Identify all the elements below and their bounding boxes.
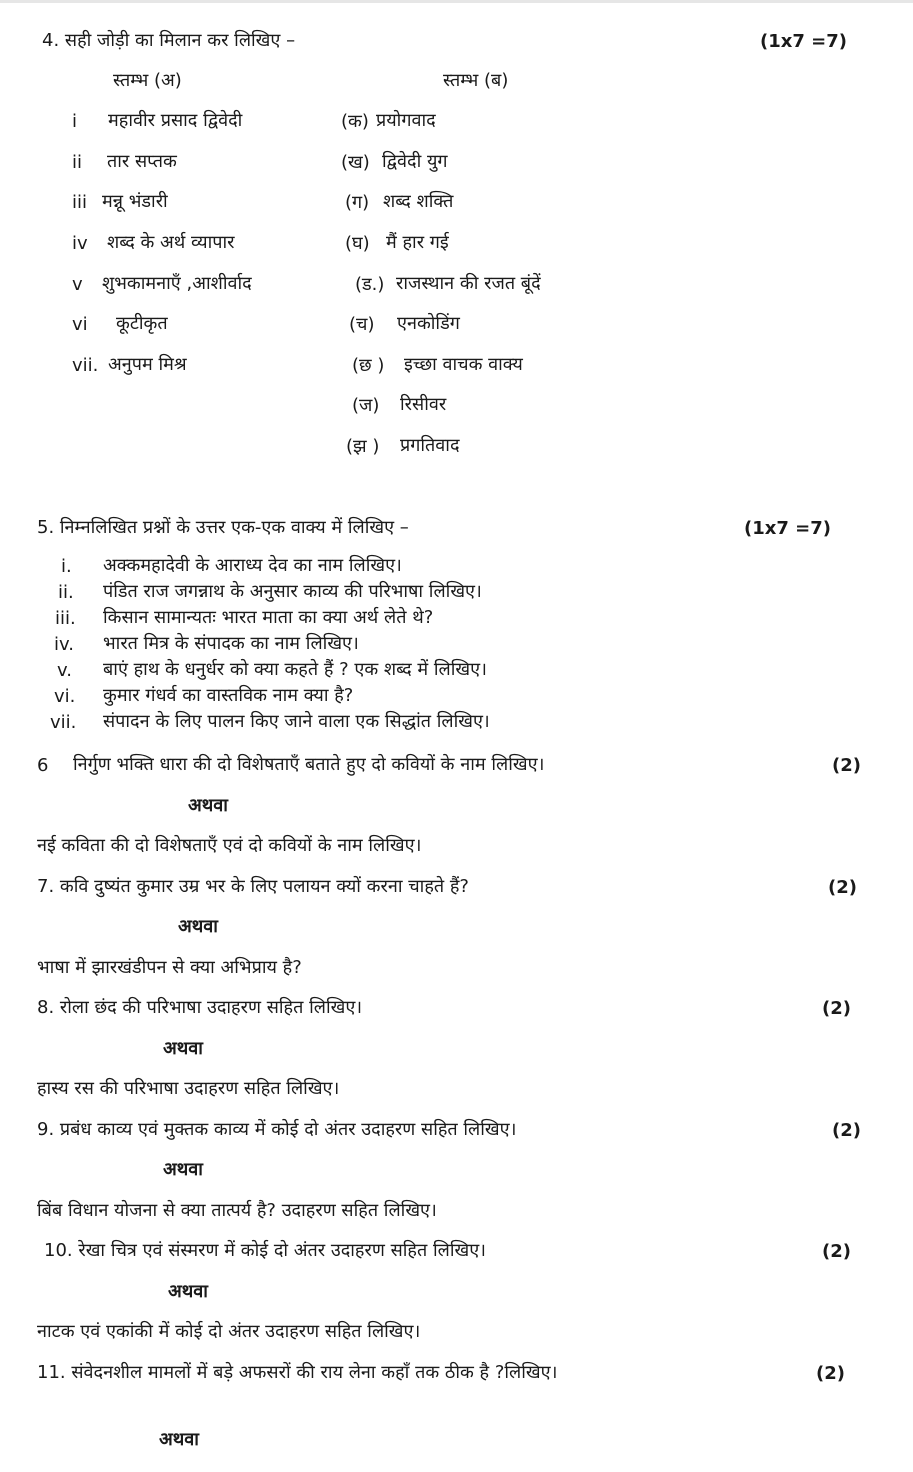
- q4-col-a-num: ii: [72, 152, 83, 173]
- q5-item-num: iv.: [54, 634, 74, 655]
- q4-col-b-label: (ड.): [355, 274, 385, 295]
- q8-question: 8. रोला छंद की परिभाषा उदाहरण सहित लिखिए।: [37, 997, 363, 1018]
- q11-or: अथवा: [159, 1429, 199, 1450]
- q4-col-a-num: vi: [72, 314, 88, 335]
- q5-item-num: ii.: [58, 582, 74, 603]
- q5-item: भारत मित्र के संपादक का नाम लिखिए।: [103, 633, 359, 654]
- q4-col-b-item: प्रगतिवाद: [400, 435, 460, 456]
- q4-col-b-item: एनकोडिंग: [397, 313, 460, 334]
- q5-item: किसान सामान्यतः भारत माता का क्या अर्थ लेते थे?: [103, 607, 434, 628]
- q4-marks: (1x7 =7): [760, 31, 847, 52]
- q4-col-a-num: v: [72, 274, 83, 295]
- q11-marks: (2): [816, 1363, 845, 1384]
- q4-col-a-header: स्तम्भ (अ): [113, 70, 182, 91]
- q9-marks: (2): [832, 1120, 861, 1141]
- q4-col-b-header: स्तम्भ (ब): [443, 70, 509, 91]
- q4-col-b-item: रिसीवर: [400, 394, 447, 415]
- q5-item: बाएं हाथ के धनुर्धर को क्या कहते हैं ? एक शब्द में लिखिए।: [103, 659, 487, 680]
- q5-item: पंडित राज जगन्नाथ के अनुसार काव्य की परिभाषा लिखिए।: [103, 581, 482, 602]
- q7-alternative: भाषा में झारखंडीपन से क्या अभिप्राय है?: [37, 957, 302, 978]
- q7-question: 7. कवि दुष्यंत कुमार उम्र भर के लिए पलायन क्यों करना चाहते हैं?: [37, 876, 469, 897]
- q4-col-b-label: (ग): [345, 192, 370, 213]
- q5-item-num: v.: [57, 660, 72, 681]
- q5-item-num: vi.: [54, 686, 76, 707]
- q5-item-num: vii.: [50, 712, 77, 733]
- q4-col-a-item: तार सप्तक: [107, 151, 177, 172]
- q5-item-num: iii.: [55, 608, 76, 629]
- q4-col-a-num: iii: [72, 192, 88, 213]
- q4-col-a-num: i: [72, 111, 78, 132]
- q5-item: संपादन के लिए पालन किए जाने वाला एक सिद्धांत लिखिए।: [103, 711, 490, 732]
- q8-marks: (2): [822, 998, 851, 1019]
- q5-item: कुमार गंधर्व का वास्तविक नाम क्या है?: [103, 685, 354, 706]
- q4-col-a-item: शब्द के अर्थ व्यापार: [107, 232, 235, 253]
- q4-col-b-item: प्रयोगवाद: [376, 110, 436, 131]
- q5-title: 5. निम्नलिखित प्रश्नों के उत्तर एक-एक वाक्य में लिखिए –: [37, 517, 409, 538]
- q4-col-a-item: महावीर प्रसाद द्विवेदी: [108, 110, 243, 131]
- q9-alternative: बिंब विधान योजना से क्या तात्पर्य है? उदाहरण सहित लिखिए।: [37, 1200, 437, 1221]
- q4-col-b-item: मैं हार गई: [386, 232, 449, 253]
- q4-col-a-item: मन्नू भंडारी: [102, 191, 168, 212]
- q6-or: अथवा: [188, 795, 228, 816]
- q4-col-b-label: (ख): [341, 152, 370, 173]
- q5-item: अक्कमहादेवी के आराध्य देव का नाम लिखिए।: [103, 555, 402, 576]
- q4-col-b-item: शब्द शक्ति: [383, 191, 454, 212]
- q11-question: 11. संवेदनशील मामलों में बड़े अफसरों की राय लेना कहाँ तक ठीक है ?लिखिए।: [37, 1362, 558, 1383]
- q4-col-b-label: (ज): [352, 395, 380, 416]
- q5-marks: (1x7 =7): [744, 518, 831, 539]
- q4-col-a-num: vii.: [72, 355, 99, 376]
- q9-or: अथवा: [163, 1159, 203, 1180]
- q6-marks: (2): [832, 755, 861, 776]
- q4-col-a-num: iv: [72, 233, 88, 254]
- q4-col-b-label: (च): [349, 314, 375, 335]
- q6-question: निर्गुण भक्ति धारा की दो विशेषताएँ बताते हुए दो कवियों के नाम लिखिए।: [73, 754, 545, 775]
- q4-col-a-item: कूटीकृत: [116, 313, 168, 334]
- q4-col-b-label: (क): [341, 111, 369, 132]
- q6-number: 6: [37, 755, 49, 776]
- q4-col-b-label: (छ ): [352, 355, 385, 376]
- q4-col-b-item: इच्छा वाचक वाक्य: [404, 354, 523, 375]
- q4-col-b-label: (झ ): [346, 436, 380, 457]
- q9-question: 9. प्रबंध काव्य एवं मुक्तक काव्य में कोई दो अंतर उदाहरण सहित लिखिए।: [37, 1119, 517, 1140]
- q10-or: अथवा: [168, 1281, 208, 1302]
- q4-col-b-item: राजस्थान की रजत बूंदें: [396, 273, 541, 294]
- q10-alternative: नाटक एवं एकांकी में कोई दो अंतर उदाहरण सहित लिखिए।: [37, 1321, 421, 1342]
- q10-marks: (2): [822, 1241, 851, 1262]
- q6-alternative: नई कविता की दो विशेषताएँ एवं दो कवियों के नाम लिखिए।: [37, 835, 422, 856]
- q4-col-b-item: द्विवेदी युग: [382, 151, 448, 172]
- q7-or: अथवा: [178, 916, 218, 937]
- q4-col-a-item: शुभकामनाएँ ,आशीर्वाद: [102, 273, 252, 294]
- q10-question: 10. रेखा चित्र एवं संस्मरण में कोई दो अंतर उदाहरण सहित लिखिए।: [44, 1240, 486, 1261]
- top-border: [0, 0, 913, 3]
- q4-col-a-item: अनुपम मिश्र: [108, 354, 187, 375]
- q8-or: अथवा: [163, 1038, 203, 1059]
- q4-col-b-label: (घ): [345, 233, 370, 254]
- q7-marks: (2): [828, 877, 857, 898]
- q4-title: 4. सही जोड़ी का मिलान कर लिखिए –: [42, 30, 296, 51]
- q5-item-num: i.: [61, 556, 72, 577]
- q8-alternative: हास्य रस की परिभाषा उदाहरण सहित लिखिए।: [37, 1078, 340, 1099]
